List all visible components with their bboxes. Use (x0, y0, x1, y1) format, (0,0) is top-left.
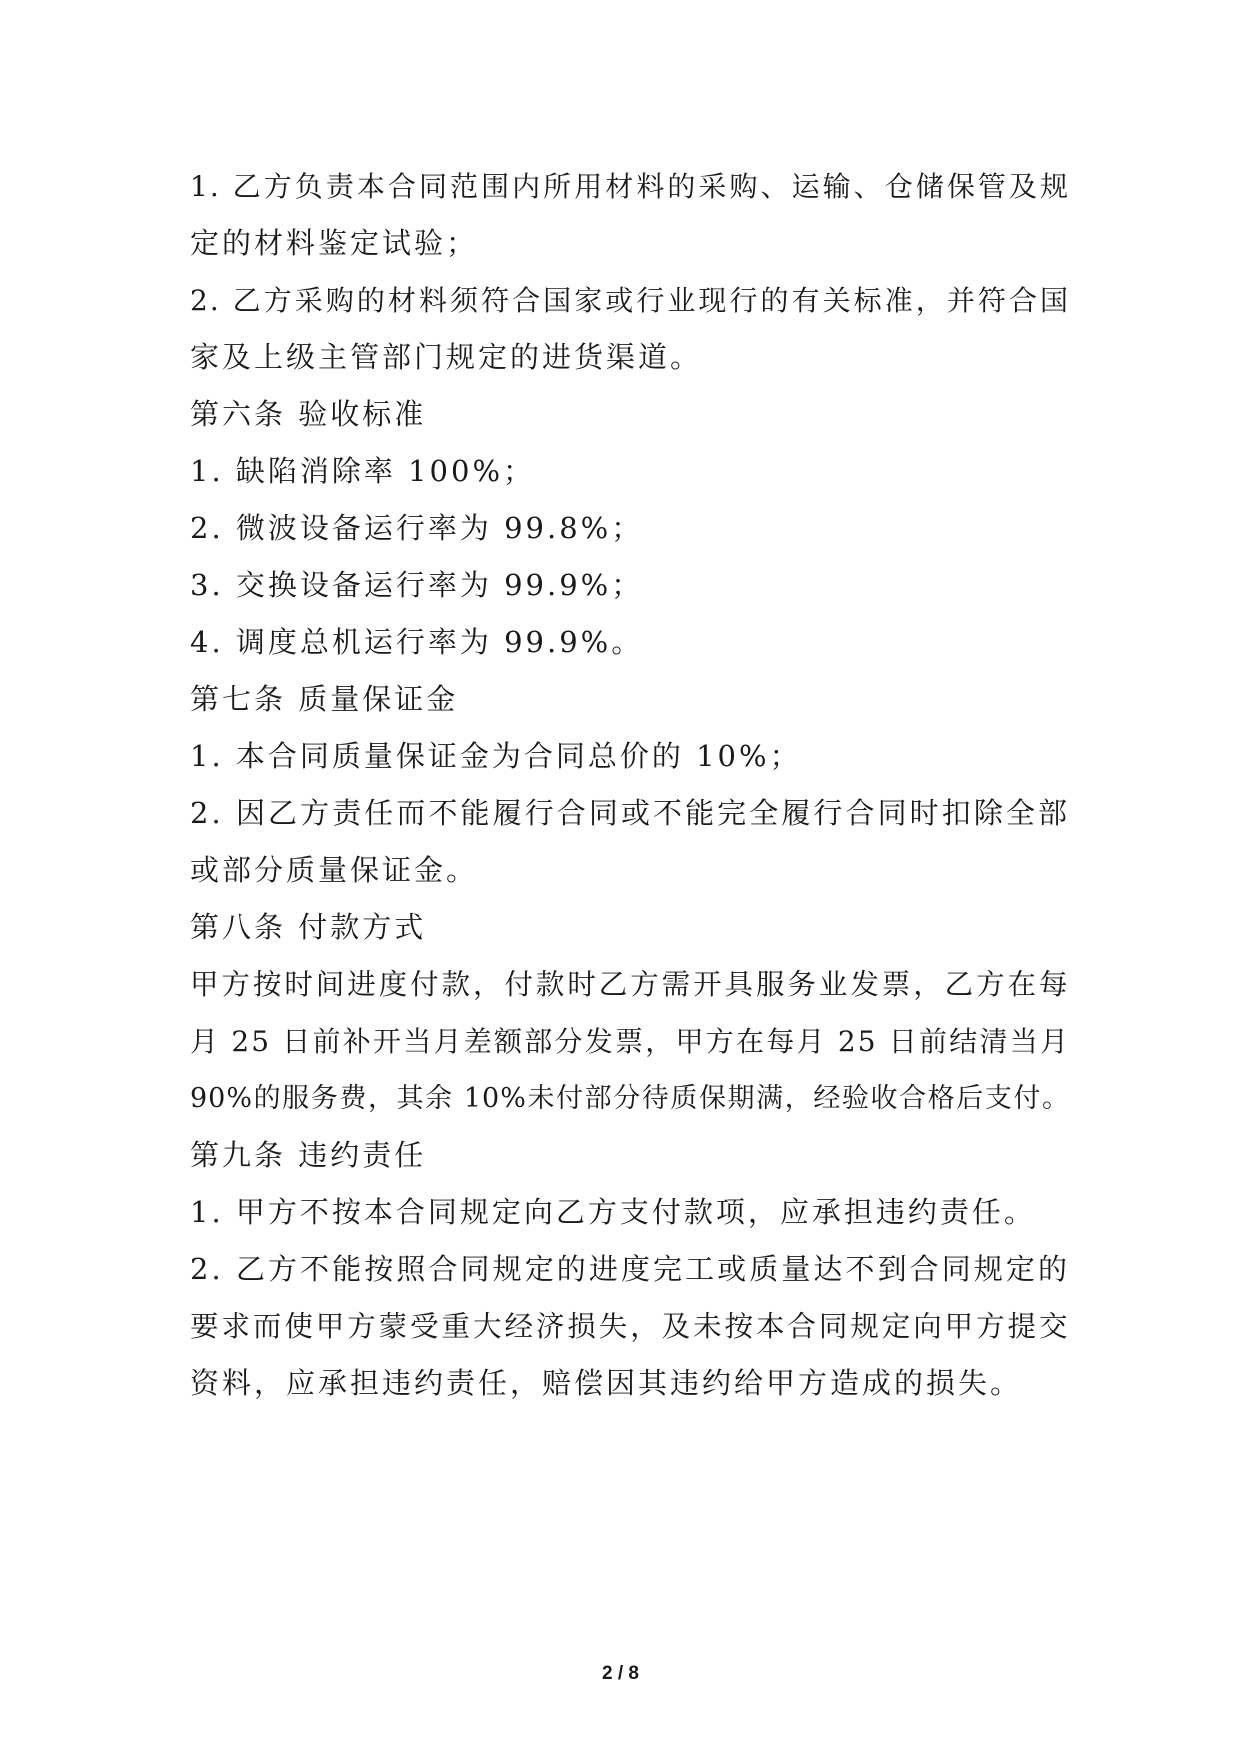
text-line: 资料，应承担违约责任，赔偿因其违约给甲方造成的损失。 (190, 1366, 1023, 1400)
text-line: 1. 本合同质量保证金为合同总价的 10%； (190, 739, 802, 773)
text-line: 2. 乙方不能按照合同规定的进度完工或质量达不到合同规定的 (190, 1252, 1070, 1286)
document-body (190, 158, 1070, 1412)
text-line: 2. 因乙方责任而不能履行合同或不能完全履行合同时扣除全部 (190, 796, 1070, 830)
text-line: 3. 交换设备运行率为 99.9%； (190, 568, 644, 602)
page-number: 2 / 8 (602, 1663, 639, 1684)
text-line: 1. 乙方负责本合同范围内所用材料的采购、运输、仓储保管及规 (190, 170, 1070, 203)
text-line: 要求而使甲方蒙受重大经济损失，及未按本合同规定向甲方提交 (190, 1310, 1070, 1343)
section-heading-7: 第七条 质量保证金 (190, 682, 459, 716)
text-line: 或部分质量保证金。 (190, 853, 479, 887)
text-line: 1. 缺陷消除率 100%； (190, 454, 536, 488)
text-line: 甲方按时间进度付款，付款时乙方需开具服务业发票，乙方在每 (190, 968, 1070, 1001)
section-heading-8: 第八条 付款方式 (190, 910, 427, 944)
text-line: 2. 乙方采购的材料须符合国家或行业现行的有关标准，并符合国 (190, 284, 1070, 317)
text-line: 月 25 日前补开当月差额部分发票，甲方在每月 25 日前结清当月 (190, 1025, 1070, 1058)
text-line: 家及上级主管部门规定的进货渠道。 (190, 340, 703, 374)
section-heading-9: 第九条 违约责任 (190, 1138, 427, 1172)
text-line: 定的材料鉴定试验； (190, 226, 479, 260)
text-line: 2. 微波设备运行率为 99.8%； (190, 511, 644, 545)
text-line: 4. 调度总机运行率为 99.9%。 (190, 625, 644, 659)
text-line: 90%的服务费，其余 10%未付部分待质保期满，经验收合格后支付。 (190, 1083, 1070, 1114)
section-heading-6: 第六条 验收标准 (190, 397, 427, 431)
text-line: 1. 甲方不按本合同规定向乙方支付款项，应承担违约责任。 (190, 1195, 1036, 1229)
